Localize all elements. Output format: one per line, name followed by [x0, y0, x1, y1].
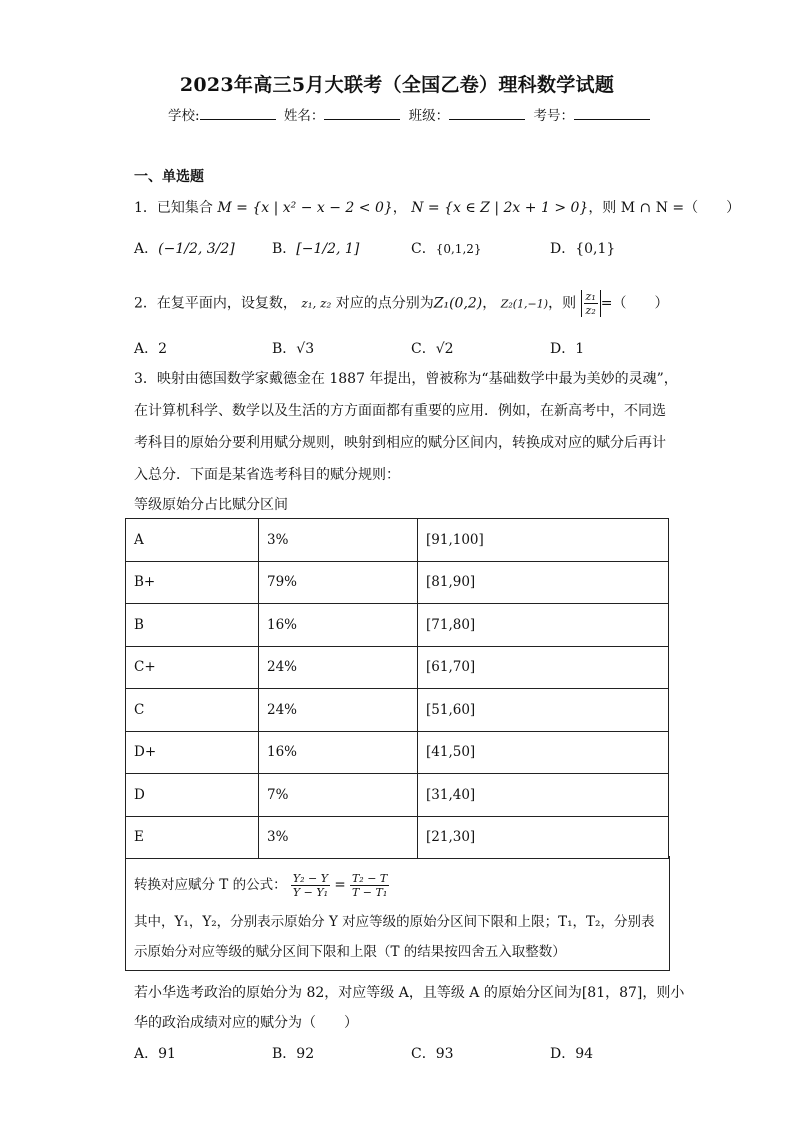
q2-option-a[interactable] — [134, 338, 167, 358]
table-row — [126, 816, 669, 859]
option-label: A． — [134, 241, 159, 257]
class-blank[interactable] — [449, 107, 525, 120]
page-title: 2023年高三5月大联考（全国乙卷）理科数学试题 — [179, 74, 615, 96]
formula-left-fraction — [291, 872, 330, 899]
option-text: {0,1,2} — [435, 242, 482, 256]
range-cell: [81,90] — [418, 561, 669, 604]
q2-stem: 2．在复平面内，设复数， z₁, z₂ 对应的点分别为Z₁(0,2)， Z₂(1,−1)，则 $\frac{\text{z₁}}{\text{z₂}}$ =（ ） — [134, 290, 669, 317]
formula-line — [134, 872, 389, 899]
q2-option-d[interactable] — [550, 338, 584, 358]
q1-set-m: M = {x | x² − x − 2 < 0} — [217, 200, 393, 216]
q2-tail: ，则 — [548, 295, 577, 312]
grade-table — [125, 518, 669, 859]
table-row — [126, 646, 669, 689]
q3-question-line-1: 若小华选考政治的原始分为 82，对应等级 A，且等级 A 的原始分区间为[81，87]，则小 — [134, 985, 685, 1001]
exam-no-label: 考号： — [533, 108, 574, 124]
q3-table-caption: 等级原始分占比赋分区间 — [134, 497, 288, 513]
formula-note-2: 示原始分对应等级的赋分区间下限和上限（T 的结果按四舍五入取整数） — [134, 944, 566, 960]
formula-right-fraction — [350, 872, 389, 899]
option-text: 1 — [575, 341, 585, 357]
option-label: D． — [550, 241, 576, 257]
table-row — [126, 519, 669, 562]
name-label: 姓名： — [283, 108, 325, 124]
grade-cell: A — [126, 519, 259, 562]
formula-right-num: T₂ − T — [351, 872, 388, 885]
ratio-cell: 7% — [259, 774, 418, 817]
option-text: 94 — [575, 1046, 594, 1062]
grade-cell: B — [126, 604, 259, 647]
q1-stem — [134, 197, 740, 217]
school-label: 学校: — [168, 108, 200, 124]
formula-note-1: 其中，Y₁，Y₂，分别表示原始分 Y 对应等级的原始分区间下限和上限；T₁，T₂，分别表 — [134, 914, 655, 930]
q2-abs-ratio — [581, 290, 601, 317]
q3-para-line-4: 入总分．下面是某省选考科目的赋分规则： — [134, 467, 400, 483]
table-row — [126, 689, 669, 732]
table-row — [126, 774, 669, 817]
option-text: √3 — [296, 341, 315, 357]
option-label: D． — [550, 1046, 576, 1062]
grade-cell: E — [126, 816, 259, 859]
section-title: 一、单选题 — [134, 169, 204, 185]
grade-cell: B+ — [126, 561, 259, 604]
option-text: 92 — [296, 1046, 315, 1062]
ratio-cell: 3% — [259, 816, 418, 859]
q3-option-a[interactable] — [134, 1043, 176, 1063]
q2-z2-point: Z₂(1,−1) — [500, 297, 549, 311]
q3-para-line-2: 在计算机科学、数学以及生活的方方面面都有重要的应用．例如，在新高考中，不同选 — [134, 403, 666, 419]
q2-z-vars: z₁, z₂ — [301, 296, 332, 311]
range-cell: [71,80] — [418, 604, 669, 647]
q1-suffix: ，则 M ∩ N =（ ） — [588, 200, 741, 216]
q1-prefix: 1．已知集合 — [134, 200, 213, 216]
option-label: A． — [134, 341, 159, 357]
option-label: C． — [411, 241, 436, 257]
table-row — [126, 561, 669, 604]
range-cell: [51,60] — [418, 689, 669, 732]
option-label: B． — [272, 241, 297, 257]
table-row — [126, 604, 669, 647]
q1-option-d[interactable] — [550, 238, 615, 258]
formula-left-den: Y − Y₁ — [292, 886, 329, 899]
q2-z1-point: Z₁(0,2) — [433, 295, 483, 312]
grade-cell: C+ — [126, 646, 259, 689]
formula-left-num: Y₂ − Y — [292, 872, 329, 885]
ratio-cell: 79% — [259, 561, 418, 604]
q1-option-b[interactable] — [272, 238, 359, 258]
option-text: {0,1} — [575, 241, 616, 257]
range-cell: [61,70] — [418, 646, 669, 689]
q3-para-line-1: 3．映射由德国数学家戴德金在 1887 年提出，曾被称为“基础数学中最为美妙的灵魂”， — [134, 371, 678, 387]
range-cell: [41,50] — [418, 731, 669, 774]
option-text: (−1/2, 3/2] — [158, 241, 235, 257]
formula-right-den: T − T₁ — [351, 886, 388, 899]
option-label: C． — [411, 341, 436, 357]
q1-set-n: N = {x ∈ Z | 2x + 1 > 0} — [411, 200, 589, 216]
q3-option-b[interactable] — [272, 1043, 314, 1063]
option-label: B． — [272, 341, 297, 357]
school-blank[interactable] — [200, 107, 276, 120]
q3-option-d[interactable] — [550, 1043, 593, 1063]
name-blank[interactable] — [324, 107, 400, 120]
q1-option-a[interactable] — [134, 238, 235, 258]
q2-prefix: 2．在复平面内，设复数， — [134, 295, 297, 312]
ratio-cell: 24% — [259, 646, 418, 689]
grade-cell: C — [126, 689, 259, 732]
q3-question-line-2: 华的政治成绩对应的赋分为（ ） — [134, 1015, 358, 1031]
option-label: B． — [272, 1046, 297, 1062]
option-text: 93 — [435, 1046, 454, 1062]
grade-cell: D — [126, 774, 259, 817]
q3-para-line-3: 考科目的原始分要利用赋分规则，映射到相应的赋分区间内，转换成对应的赋分后再计 — [134, 435, 666, 451]
grade-cell: D+ — [126, 731, 259, 774]
equals-sign: = — [334, 877, 346, 893]
option-text: 2 — [158, 341, 168, 357]
student-info-row — [168, 104, 650, 124]
q1-sep: ， — [392, 200, 407, 216]
option-label: C． — [411, 1046, 436, 1062]
option-text: [−1/2, 1] — [296, 241, 360, 257]
class-label: 班级： — [408, 108, 450, 124]
q2-option-c[interactable] — [411, 338, 454, 358]
range-cell: [91,100] — [418, 519, 669, 562]
range-cell: [31,40] — [418, 774, 669, 817]
option-text: 91 — [158, 1046, 176, 1062]
table-row — [126, 731, 669, 774]
q2-fraction: $\frac{\text{z₁}}{\text{z₂}}$ — [585, 290, 596, 317]
exam-no-blank[interactable] — [574, 107, 650, 120]
option-label: A． — [134, 1046, 159, 1062]
range-cell: [21,30] — [418, 816, 669, 859]
q3-option-c[interactable] — [411, 1043, 454, 1063]
q2-end: =（ ） — [600, 295, 669, 312]
ratio-cell: 16% — [259, 604, 418, 647]
option-text: √2 — [435, 341, 454, 357]
formula-box — [125, 856, 670, 971]
q2-mid: 对应的点分别为 — [335, 295, 434, 312]
ratio-cell: 24% — [259, 689, 418, 732]
ratio-cell: 16% — [259, 731, 418, 774]
formula-label: 转换对应赋分 T 的公式： — [134, 877, 287, 893]
ratio-cell: 3% — [259, 519, 418, 562]
q2-option-b[interactable] — [272, 338, 314, 358]
q1-option-c[interactable] — [411, 238, 482, 258]
option-label: D． — [550, 341, 576, 357]
